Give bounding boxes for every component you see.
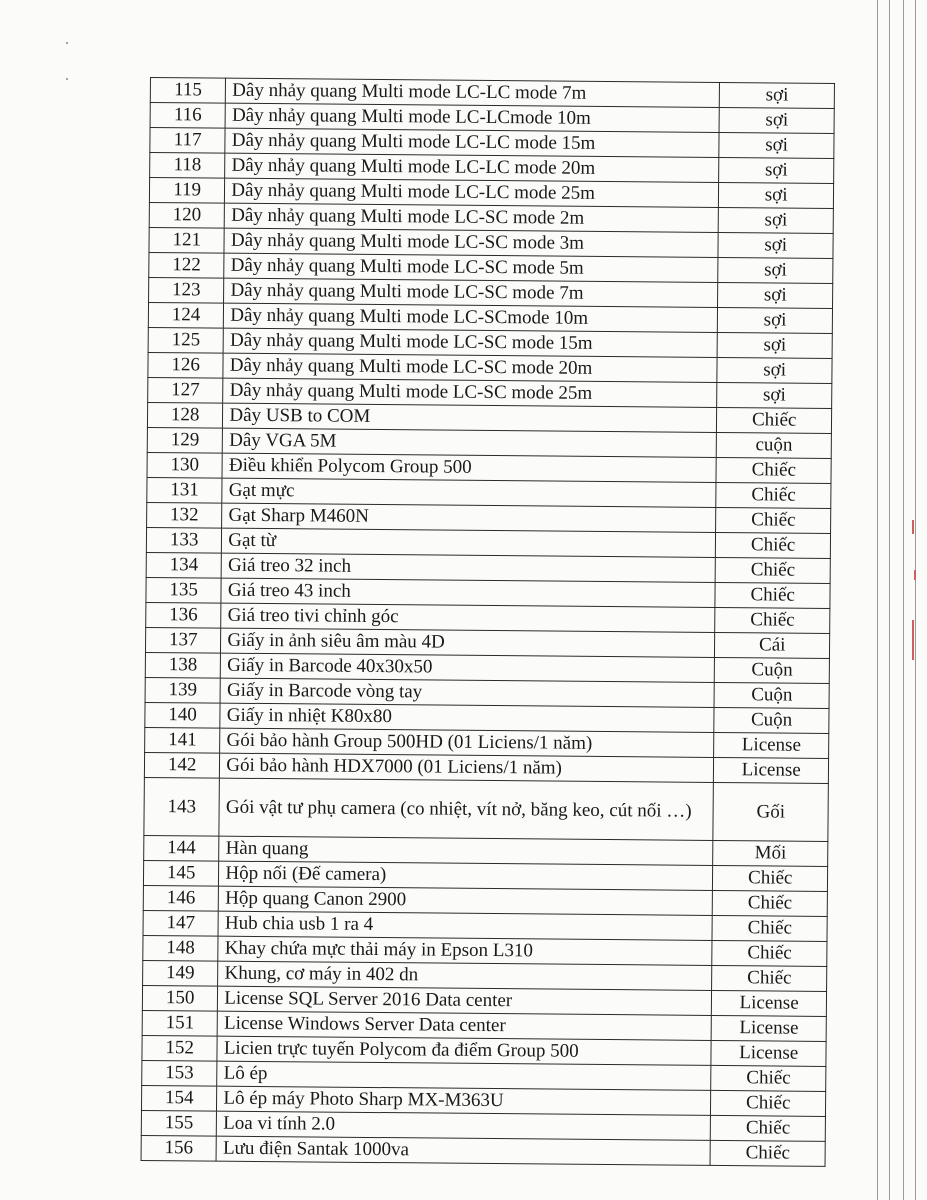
item-name: Gạt từ — [222, 528, 716, 557]
item-name: Dây nhảy quang Multi mode LC-SC mode 20m — [223, 353, 717, 382]
item-name: Lô ép máy Photo Sharp MX-M363U — [217, 1086, 711, 1115]
item-name: Giá treo 43 inch — [221, 578, 715, 607]
item-unit: sợi — [719, 207, 834, 233]
item-name: Gạt mực — [222, 478, 716, 507]
red-margin-mark — [912, 520, 914, 534]
item-name: Hộp quang Canon 2900 — [219, 886, 713, 915]
row-number: 116 — [150, 103, 226, 129]
item-unit: sợi — [718, 282, 833, 308]
item-unit: sợi — [719, 107, 834, 133]
item-name: Gói bảo hành HDX7000 (01 Liciens/1 năm) — [220, 753, 714, 782]
item-name: Giá treo 32 inch — [221, 553, 715, 582]
item-unit: Chiếc — [716, 457, 831, 483]
item-unit: sợi — [717, 357, 832, 383]
item-unit: Cuộn — [714, 707, 829, 733]
item-unit: Chiếc — [716, 532, 831, 558]
item-name: Dây VGA 5M — [223, 428, 717, 457]
item-unit: Cái — [715, 632, 830, 658]
item-name: Dây nhảy quang Multi mode LC-SC mode 7m — [224, 278, 718, 307]
row-number: 128 — [147, 402, 223, 428]
item-name: Khung, cơ máy in 402 dn — [218, 961, 712, 990]
item-unit: Gối — [713, 782, 828, 841]
item-name: Dây nhảy quang Multi mode LC-SCmode 10m — [224, 303, 718, 332]
table-row — [141, 1135, 825, 1166]
item-name: Gạt Sharp M460N — [222, 503, 716, 532]
row-number: 148 — [143, 935, 219, 961]
row-number: 145 — [143, 860, 219, 886]
row-number: 136 — [146, 602, 222, 628]
item-unit: Chiếc — [716, 557, 831, 583]
row-number: 123 — [149, 277, 225, 303]
item-unit: Chiếc — [717, 407, 832, 433]
row-number: 115 — [150, 78, 226, 104]
item-name: Dây nhảy quang Multi mode LC-LC mode 15m — [225, 128, 719, 157]
item-unit: Chiếc — [711, 1115, 826, 1141]
row-number: 144 — [144, 835, 220, 861]
item-unit: Chiếc — [715, 582, 830, 608]
row-number: 138 — [145, 652, 221, 678]
item-name: License SQL Server 2016 Data center — [218, 986, 712, 1015]
row-number: 121 — [149, 227, 225, 253]
row-number: 143 — [144, 777, 220, 836]
item-name: Dây nhảy quang Multi mode LC-SC mode 5m — [224, 253, 718, 282]
item-name: Dây nhảy quang Multi mode LC-LC mode 20m — [225, 153, 719, 182]
item-unit: sợi — [717, 332, 832, 358]
row-number: 146 — [143, 885, 219, 911]
row-number: 152 — [142, 1035, 218, 1061]
item-unit: Cuộn — [714, 682, 829, 708]
item-name: Licien trực tuyến Polycom đa điểm Group 500 — [217, 1036, 711, 1065]
item-name: Gói bảo hành Group 500HD (01 Liciens/1 năm) — [220, 728, 714, 757]
item-name: Giấy in ảnh siêu âm màu 4D — [221, 628, 715, 657]
red-margin-mark — [914, 570, 916, 580]
scan-speck — [66, 42, 68, 44]
item-name: Giấy in Barcode 40x30x50 — [221, 653, 715, 682]
item-unit: License — [712, 1015, 827, 1041]
item-unit: sợi — [719, 157, 834, 183]
item-name: Giấy in nhiệt K80x80 — [220, 703, 714, 732]
scan-speck — [66, 78, 68, 80]
item-name: Giá treo tivi chỉnh góc — [221, 603, 715, 632]
item-unit: License — [714, 757, 829, 783]
item-name: Hub chia usb 1 ra 4 — [218, 911, 712, 940]
item-unit: Chiếc — [712, 940, 827, 966]
row-number: 154 — [141, 1085, 217, 1111]
item-name: Dây nhảy quang Multi mode LC-LCmode 10m — [225, 103, 719, 132]
item-name: Hàn quang — [219, 836, 713, 865]
row-number: 117 — [150, 128, 226, 154]
item-name: Điều khiển Polycom Group 500 — [222, 453, 716, 482]
row-number: 129 — [147, 427, 223, 453]
row-number: 140 — [145, 702, 221, 728]
row-number: 153 — [142, 1060, 218, 1086]
item-unit: License — [711, 1040, 826, 1066]
row-number: 132 — [147, 502, 223, 528]
item-unit: Chiếc — [716, 482, 831, 508]
row-number: 139 — [145, 677, 221, 703]
row-number: 150 — [142, 985, 218, 1011]
red-margin-mark — [912, 620, 914, 660]
row-number: 119 — [149, 178, 225, 204]
row-number: 149 — [143, 960, 219, 986]
item-unit: License — [712, 990, 827, 1016]
item-name: Gói vật tư phụ camera (co nhiệt, vít nở, băng keo, cút nối …) — [219, 778, 714, 840]
item-unit: Chiếc — [713, 865, 828, 891]
item-name: Dây nhảy quang Multi mode LC-SC mode 3m — [224, 228, 718, 257]
item-unit: sợi — [718, 232, 833, 258]
row-number: 155 — [141, 1110, 217, 1136]
item-unit: Chiếc — [710, 1140, 825, 1166]
row-number: 126 — [148, 352, 224, 378]
item-name: Loa vi tính 2.0 — [217, 1111, 711, 1140]
page-edge-lines — [867, 0, 927, 1200]
item-unit: sợi — [718, 307, 833, 333]
item-name: Dây USB to COM — [223, 403, 717, 432]
item-unit: Cuộn — [715, 657, 830, 683]
item-name: License Windows Server Data center — [217, 1011, 711, 1040]
row-number: 151 — [142, 1010, 218, 1036]
items-table — [141, 77, 835, 1167]
item-name: Khay chứa mực thải máy in Epson L310 — [218, 936, 712, 965]
item-name: Dây nhảy quang Multi mode LC-SC mode 15m — [223, 328, 717, 357]
item-name: Lưu điện Santak 1000va — [216, 1136, 710, 1165]
item-unit: Chiếc — [711, 1065, 826, 1091]
item-unit: Chiếc — [712, 965, 827, 991]
row-number: 131 — [147, 477, 223, 503]
item-name: Dây nhảy quang Multi mode LC-SC mode 25m — [223, 378, 717, 407]
item-name: Lô ép — [217, 1061, 711, 1090]
item-name: Dây nhảy quang Multi mode LC-LC mode 25m — [225, 178, 719, 207]
item-name: Dây nhảy quang Multi mode LC-SC mode 2m — [225, 203, 719, 232]
item-unit: Chiếc — [715, 607, 830, 633]
item-unit: Chiếc — [716, 507, 831, 533]
row-number: 130 — [147, 452, 223, 478]
table-row — [144, 777, 828, 841]
row-number: 134 — [146, 552, 222, 578]
item-name: Hộp nối (Đế camera) — [219, 861, 713, 890]
row-number: 147 — [143, 910, 219, 936]
item-unit: Mối — [713, 840, 828, 866]
row-number: 135 — [146, 577, 222, 603]
item-unit: Chiếc — [713, 890, 828, 916]
item-name: Giấy in Barcode vòng tay — [220, 678, 714, 707]
row-number: 133 — [146, 527, 222, 553]
row-number: 127 — [148, 377, 224, 403]
row-number: 124 — [148, 302, 224, 328]
row-number: 122 — [149, 252, 225, 278]
item-unit: Chiếc — [712, 915, 827, 941]
item-unit: sợi — [719, 132, 834, 158]
row-number: 137 — [145, 627, 221, 653]
row-number: 125 — [148, 327, 224, 353]
row-number: 141 — [145, 727, 221, 753]
item-unit: sợi — [718, 257, 833, 283]
item-unit: Chiếc — [711, 1090, 826, 1116]
item-name: Dây nhảy quang Multi mode LC-LC mode 7m — [226, 78, 720, 107]
item-unit: cuộn — [717, 432, 832, 458]
row-number: 120 — [149, 202, 225, 228]
item-unit: sợi — [719, 182, 834, 208]
item-unit: sợi — [720, 82, 835, 108]
row-number: 142 — [144, 752, 220, 778]
row-number: 156 — [141, 1135, 217, 1161]
item-unit: License — [714, 732, 829, 758]
item-unit: sợi — [717, 382, 832, 408]
row-number: 118 — [150, 153, 226, 179]
